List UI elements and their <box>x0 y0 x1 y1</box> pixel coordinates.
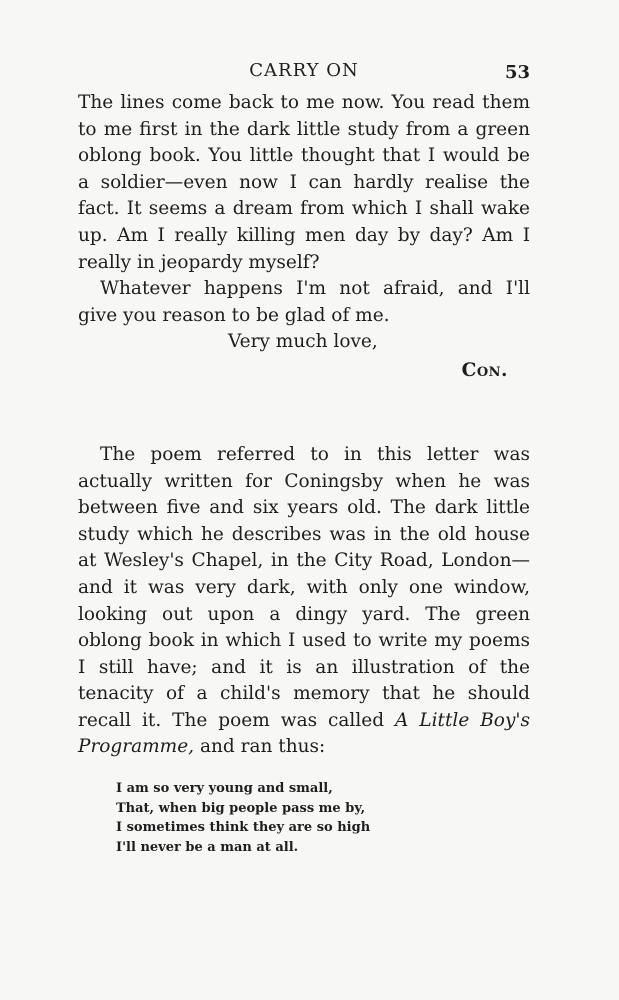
poem-line: I sometimes think they are so high <box>116 820 371 836</box>
commentary-paragraph <box>78 442 530 761</box>
page-number: 53 <box>504 62 530 83</box>
poem-title: A Little Boy's Programme, <box>78 709 530 758</box>
letter-signature: Con. <box>461 359 508 381</box>
commentary-text-start: The poem referred to in this letter was actually written for Coningsby when he was between five and six years old. The dark little study which he describes was in the old house at Wesley's Chapel, in the City Road, London—and it was very dark, with only one window, looking out upon a dingy yard. The green oblong book in which I used to write my poems I still have; and it is an illustration of the tenacity of a child's memory that he should recall it. The poem was called <box>78 443 530 731</box>
running-title: CARRY ON <box>249 60 359 81</box>
commentary-text-end: and ran thus: <box>194 736 326 758</box>
book-page <box>78 58 530 857</box>
page-header <box>78 58 530 90</box>
letter-closing: Very much love, <box>228 331 378 353</box>
letter-paragraph-2: Whatever happens I'm not afraid, and I'll give you reason to be glad of me. <box>78 278 530 326</box>
poem-line: That, when big people pass me by, <box>116 800 366 816</box>
poem-block <box>78 779 530 857</box>
section-gap <box>78 386 530 442</box>
letter-paragraph-1: The lines come back to me now. You read them to me first in the dark little study from a green oblong book. You little thought that I would be a soldier—even now I can hardly realise the fact. It seems a dream from which I shall wake up. Am I really killing men day by day? Am I really in jeopardy myself? <box>78 92 530 273</box>
poem-line: I'll never be a man at all. <box>116 839 299 855</box>
poem-line: I am so very young and small, <box>116 781 333 797</box>
